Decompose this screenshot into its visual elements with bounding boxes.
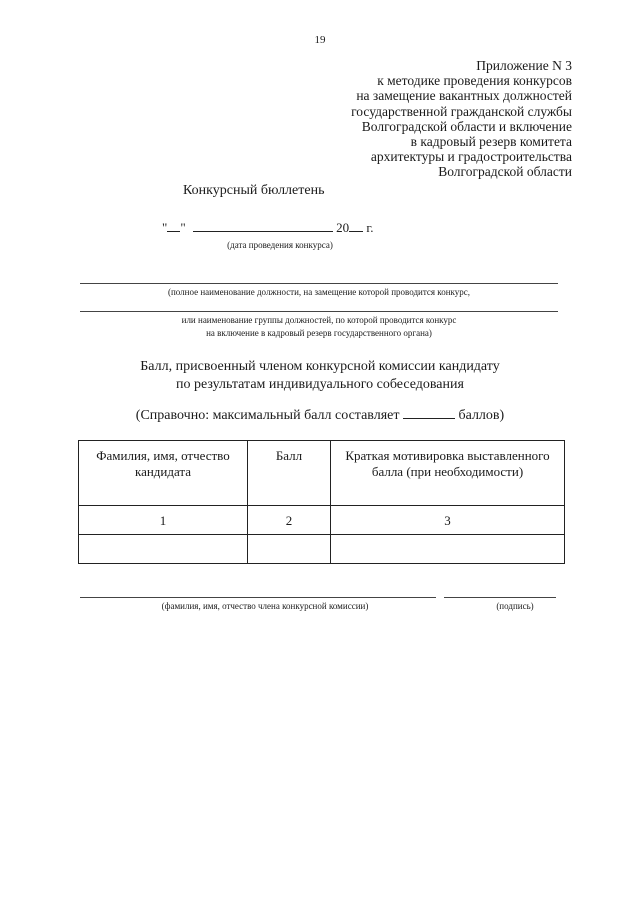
member-name-line xyxy=(80,597,436,598)
date-caption: (дата проведения конкурса) xyxy=(227,240,333,250)
year-suffix: г. xyxy=(366,220,374,235)
reference-note xyxy=(0,406,640,425)
column-number: 2 xyxy=(248,506,331,535)
appendix-line: Приложение N 3 xyxy=(476,58,572,73)
score-table xyxy=(78,440,565,564)
year-blank xyxy=(349,220,363,232)
header-candidate-name: Фамилия, имя, отчество кандидата xyxy=(79,441,248,506)
member-name-caption: (фамилия, имя, отчество члена конкурсной комиссии) xyxy=(161,601,369,611)
heading-line-2: по результатам индивидуального собеседования xyxy=(176,377,464,392)
position-caption-1: (полное наименование должности, на замещение которой проводится конкурс, xyxy=(167,287,471,297)
position-caption-2: или наименование группы должностей, по которой проводится конкурс xyxy=(181,315,457,325)
month-blank xyxy=(193,220,333,232)
year-prefix: 20 xyxy=(336,220,350,235)
appendix-line: Волгоградской области и включение xyxy=(361,118,572,134)
header-motivation: Краткая мотивировка выставленного балла (при необходимости) xyxy=(331,441,565,506)
appendix-line: государственной гражданской службы xyxy=(351,103,572,119)
table-cell xyxy=(248,535,331,564)
appendix-line: архитектуры и градостроительства xyxy=(370,149,572,165)
document-title: Конкурсный бюллетень xyxy=(183,183,325,198)
day-blank xyxy=(167,220,180,232)
column-number: 3 xyxy=(331,506,565,535)
signature-caption: (подпись) xyxy=(496,601,534,611)
page-number: 19 xyxy=(314,34,326,46)
appendix-header xyxy=(351,58,572,180)
quote-open: " xyxy=(162,220,168,235)
table-numbering-row xyxy=(79,506,565,535)
table-header-row xyxy=(79,441,565,506)
position-line xyxy=(80,283,558,284)
signature-line xyxy=(444,597,556,598)
reference-prefix: (Справочно: максимальный балл составляет xyxy=(135,408,400,423)
heading-line-1: Балл, присвоенный членом конкурсной комиссии кандидату xyxy=(140,359,500,374)
max-score-blank xyxy=(403,406,455,419)
appendix-line: к методике проведения конкурсов xyxy=(377,73,572,89)
position-line xyxy=(80,311,558,312)
appendix-line: Волгоградской области xyxy=(438,164,572,180)
reference-suffix: баллов) xyxy=(458,408,505,423)
table-cell xyxy=(331,535,565,564)
position-caption-3: на включение в кадровый резерв государственного органа) xyxy=(206,328,432,338)
section-heading xyxy=(0,358,640,394)
column-number: 1 xyxy=(79,506,248,535)
table-cell xyxy=(79,535,248,564)
quote-close: " xyxy=(180,220,186,235)
appendix-line: в кадровый резерв комитета xyxy=(410,134,572,150)
table-row xyxy=(79,535,565,564)
appendix-line: на замещение вакантных должностей xyxy=(356,88,572,104)
date-line xyxy=(162,220,374,236)
header-score: Балл xyxy=(248,441,331,506)
